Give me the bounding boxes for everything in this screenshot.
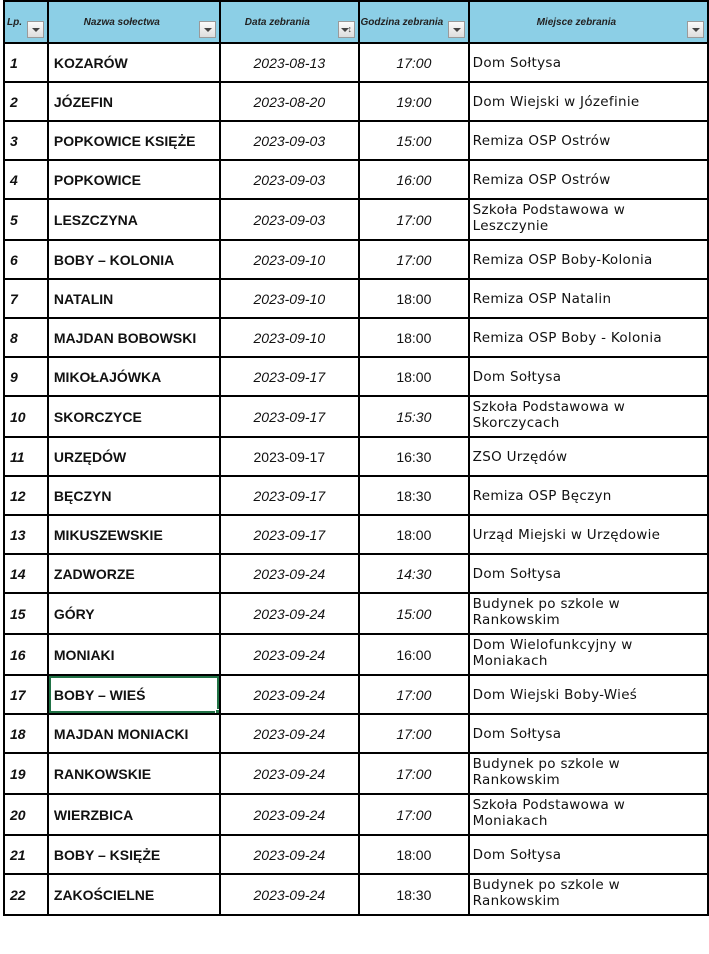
cell-nazwa-solectwa[interactable]: BĘCZYN xyxy=(48,476,220,515)
cell-lp[interactable]: 16 xyxy=(4,634,48,675)
cell-nazwa-solectwa[interactable]: MIKUSZEWSKIE xyxy=(48,515,220,554)
cell-data-zebrania[interactable]: 2023-09-17 xyxy=(220,515,359,554)
table-row xyxy=(4,714,708,753)
cell-lp[interactable]: 9 xyxy=(4,357,48,396)
cell-data-zebrania[interactable]: 2023-09-03 xyxy=(220,121,359,160)
cell-miejsce-zebrania[interactable]: Remiza OSP Boby-Kolonia xyxy=(469,240,708,279)
cell-data-zebrania[interactable]: 2023-09-10 xyxy=(220,318,359,357)
cell-nazwa-solectwa[interactable]: MONIAKI xyxy=(48,634,220,675)
table-row xyxy=(4,794,708,835)
table-row xyxy=(4,160,708,199)
filter-dropdown-icon[interactable] xyxy=(448,21,465,38)
cell-nazwa-solectwa[interactable]: POPKOWICE KSIĘŻE xyxy=(48,121,220,160)
cell-data-zebrania[interactable]: 2023-09-24 xyxy=(220,794,359,835)
cell-godzina-zebrania[interactable]: 17:00 xyxy=(359,753,469,794)
cell-miejsce-zebrania[interactable]: Dom Wiejski w Józefinie xyxy=(469,82,708,121)
cell-lp[interactable]: 3 xyxy=(4,121,48,160)
cell-godzina-zebrania[interactable]: 18:00 xyxy=(359,318,469,357)
cell-godzina-zebrania[interactable]: 17:00 xyxy=(359,714,469,753)
cell-godzina-zebrania[interactable]: 17:00 xyxy=(359,43,469,82)
cell-data-zebrania[interactable]: 2023-09-24 xyxy=(220,675,359,714)
table-row xyxy=(4,753,708,794)
cell-miejsce-zebrania[interactable]: Remiza OSP Boby - Kolonia xyxy=(469,318,708,357)
cell-miejsce-zebrania[interactable]: Remiza OSP Ostrów xyxy=(469,121,708,160)
header-miejsce-zebrania-label: Miejsce zebrania xyxy=(536,17,617,28)
cell-godzina-zebrania[interactable]: 17:00 xyxy=(359,675,469,714)
cell-data-zebrania[interactable]: 2023-09-24 xyxy=(220,835,359,874)
cell-lp[interactable]: 10 xyxy=(4,396,48,437)
cell-godzina-zebrania[interactable]: 19:00 xyxy=(359,82,469,121)
cell-lp[interactable]: 11 xyxy=(4,437,48,476)
cell-nazwa-solectwa[interactable]: GÓRY xyxy=(48,593,220,634)
cell-nazwa-solectwa[interactable]: RANKOWSKIE xyxy=(48,753,220,794)
cell-godzina-zebrania[interactable]: 16:00 xyxy=(359,160,469,199)
cell-data-zebrania[interactable]: 2023-08-20 xyxy=(220,82,359,121)
cell-data-zebrania[interactable]: 2023-09-24 xyxy=(220,554,359,593)
cell-godzina-zebrania[interactable]: 18:30 xyxy=(359,874,469,915)
cell-miejsce-zebrania[interactable]: Szkoła Podstawowa w Leszczynie xyxy=(469,199,708,240)
table-row xyxy=(4,240,708,279)
cell-lp[interactable]: 8 xyxy=(4,318,48,357)
cell-lp[interactable]: 14 xyxy=(4,554,48,593)
table-row xyxy=(4,43,708,82)
cell-lp[interactable]: 12 xyxy=(4,476,48,515)
cell-miejsce-zebrania[interactable]: Budynek po szkole w Rankowskim xyxy=(469,593,708,634)
cell-nazwa-solectwa[interactable]: KOZARÓW xyxy=(48,43,220,82)
cell-lp[interactable]: 1 xyxy=(4,43,48,82)
cell-data-zebrania[interactable]: 2023-08-13 xyxy=(220,43,359,82)
cell-godzina-zebrania[interactable]: 15:30 xyxy=(359,396,469,437)
cell-lp[interactable]: 22 xyxy=(4,874,48,915)
table-header xyxy=(4,1,708,43)
table-row xyxy=(4,874,708,915)
cell-miejsce-zebrania[interactable]: Szkoła Podstawowa w Skorczycach xyxy=(469,396,708,437)
cell-nazwa-solectwa[interactable]: ZAKOŚCIELNE xyxy=(48,874,220,915)
cell-data-zebrania[interactable]: 2023-09-24 xyxy=(220,753,359,794)
header-data-zebrania-label: Data zebrania xyxy=(244,17,310,28)
cell-godzina-zebrania[interactable]: 17:00 xyxy=(359,199,469,240)
cell-miejsce-zebrania[interactable]: Szkoła Podstawowa w Moniakach xyxy=(469,794,708,835)
filter-dropdown-icon[interactable] xyxy=(199,21,216,38)
cell-nazwa-solectwa[interactable]: MAJDAN BOBOWSKI xyxy=(48,318,220,357)
cell-nazwa-solectwa[interactable]: JÓZEFIN xyxy=(48,82,220,121)
cell-data-zebrania[interactable]: 2023-09-10 xyxy=(220,279,359,318)
cell-nazwa-solectwa[interactable]: MIKOŁAJÓWKA xyxy=(48,357,220,396)
header-godzina-zebrania-label: Godzina zebrania xyxy=(360,17,444,28)
cell-miejsce-zebrania[interactable]: Dom Sołtysa xyxy=(469,357,708,396)
sort-ascending-icon[interactable]: ↕ xyxy=(338,21,355,38)
cell-miejsce-zebrania[interactable]: Dom Sołtysa xyxy=(469,835,708,874)
header-lp-label: Lp. xyxy=(7,17,22,28)
table-row xyxy=(4,675,708,714)
table-row xyxy=(4,279,708,318)
cell-godzina-zebrania[interactable]: 18:00 xyxy=(359,835,469,874)
cell-godzina-zebrania[interactable]: 16:00 xyxy=(359,634,469,675)
table-body xyxy=(4,43,708,915)
cell-nazwa-solectwa[interactable]: LESZCZYNA xyxy=(48,199,220,240)
cell-data-zebrania[interactable]: 2023-09-24 xyxy=(220,874,359,915)
cell-miejsce-zebrania[interactable]: Dom Wiejski Boby-Wieś xyxy=(469,675,708,714)
cell-data-zebrania[interactable]: 2023-09-24 xyxy=(220,714,359,753)
cell-godzina-zebrania[interactable]: 17:00 xyxy=(359,240,469,279)
cell-godzina-zebrania[interactable]: 16:30 xyxy=(359,437,469,476)
cell-godzina-zebrania[interactable]: 18:00 xyxy=(359,279,469,318)
cell-data-zebrania[interactable]: 2023-09-17 xyxy=(220,476,359,515)
header-miejsce-zebrania xyxy=(469,1,708,43)
table-row xyxy=(4,82,708,121)
header-godzina-zebrania xyxy=(359,1,469,43)
table-row xyxy=(4,357,708,396)
filter-dropdown-icon[interactable] xyxy=(687,21,704,38)
cell-godzina-zebrania[interactable]: 15:00 xyxy=(359,121,469,160)
cell-lp[interactable]: 15 xyxy=(4,593,48,634)
table-row xyxy=(4,515,708,554)
fill-handle[interactable] xyxy=(215,709,220,714)
cell-godzina-zebrania[interactable]: 18:30 xyxy=(359,476,469,515)
cell-miejsce-zebrania[interactable]: Dom Sołtysa xyxy=(469,714,708,753)
cell-godzina-zebrania[interactable]: 15:00 xyxy=(359,593,469,634)
header-nazwa-solectwa xyxy=(48,1,220,43)
cell-godzina-zebrania[interactable]: 18:00 xyxy=(359,515,469,554)
cell-lp[interactable]: 7 xyxy=(4,279,48,318)
cell-nazwa-solectwa[interactable]: NATALIN xyxy=(48,279,220,318)
table-row xyxy=(4,396,708,437)
cell-nazwa-solectwa[interactable]: SKORCZYCE xyxy=(48,396,220,437)
cell-lp[interactable]: 17 xyxy=(4,675,48,714)
cell-nazwa-solectwa[interactable]: WIERZBICA xyxy=(48,794,220,835)
header-row xyxy=(4,1,708,43)
cell-data-zebrania[interactable]: 2023-09-17 xyxy=(220,437,359,476)
cell-data-zebrania[interactable]: 2023-09-03 xyxy=(220,160,359,199)
header-nazwa-solectwa-label: Nazwa sołectwa xyxy=(83,17,160,28)
cell-miejsce-zebrania[interactable]: Dom Sołtysa xyxy=(469,43,708,82)
cell-lp[interactable]: 5 xyxy=(4,199,48,240)
cell-data-zebrania[interactable]: 2023-09-17 xyxy=(220,396,359,437)
cell-lp[interactable]: 6 xyxy=(4,240,48,279)
cell-miejsce-zebrania[interactable]: Urząd Miejski w Urzędowie xyxy=(469,515,708,554)
table-row xyxy=(4,318,708,357)
meetings-table xyxy=(3,0,709,916)
cell-godzina-zebrania[interactable]: 14:30 xyxy=(359,554,469,593)
cell-lp[interactable]: 18 xyxy=(4,714,48,753)
table-row xyxy=(4,199,708,240)
cell-nazwa-solectwa[interactable]: BOBY – WIEŚ xyxy=(48,675,220,714)
table-row xyxy=(4,835,708,874)
cell-miejsce-zebrania[interactable]: Remiza OSP Natalin xyxy=(469,279,708,318)
cell-data-zebrania[interactable]: 2023-09-17 xyxy=(220,357,359,396)
cell-miejsce-zebrania[interactable]: Remiza OSP Bęczyn xyxy=(469,476,708,515)
cell-miejsce-zebrania[interactable]: Remiza OSP Ostrów xyxy=(469,160,708,199)
table-row xyxy=(4,554,708,593)
table-row xyxy=(4,634,708,675)
cell-data-zebrania[interactable]: 2023-09-03 xyxy=(220,199,359,240)
cell-miejsce-zebrania[interactable]: Budynek po szkole w Rankowskim xyxy=(469,874,708,915)
cell-godzina-zebrania[interactable]: 17:00 xyxy=(359,794,469,835)
cell-lp[interactable]: 20 xyxy=(4,794,48,835)
header-lp xyxy=(4,1,48,43)
filter-dropdown-icon[interactable] xyxy=(27,21,44,38)
cell-lp[interactable]: 4 xyxy=(4,160,48,199)
cell-nazwa-solectwa[interactable]: POPKOWICE xyxy=(48,160,220,199)
cell-data-zebrania[interactable]: 2023-09-24 xyxy=(220,634,359,675)
table-row xyxy=(4,476,708,515)
cell-miejsce-zebrania[interactable]: Budynek po szkole w Rankowskim xyxy=(469,753,708,794)
cell-godzina-zebrania[interactable]: 18:00 xyxy=(359,357,469,396)
cell-lp[interactable]: 13 xyxy=(4,515,48,554)
cell-data-zebrania[interactable]: 2023-09-10 xyxy=(220,240,359,279)
cell-lp[interactable]: 21 xyxy=(4,835,48,874)
cell-miejsce-zebrania[interactable]: Dom Wielofunkcyjny w Moniakach xyxy=(469,634,708,675)
cell-lp[interactable]: 2 xyxy=(4,82,48,121)
cell-nazwa-solectwa[interactable]: ZADWORZE xyxy=(48,554,220,593)
cell-miejsce-zebrania[interactable]: Dom Sołtysa xyxy=(469,554,708,593)
table-row xyxy=(4,593,708,634)
cell-data-zebrania[interactable]: 2023-09-24 xyxy=(220,593,359,634)
cell-nazwa-solectwa[interactable]: MAJDAN MONIACKI xyxy=(48,714,220,753)
cell-nazwa-solectwa[interactable]: BOBY – KOLONIA xyxy=(48,240,220,279)
cell-lp[interactable]: 19 xyxy=(4,753,48,794)
table-row xyxy=(4,121,708,160)
header-data-zebrania xyxy=(220,1,359,43)
cell-nazwa-solectwa[interactable]: URZĘDÓW xyxy=(48,437,220,476)
cell-miejsce-zebrania[interactable]: ZSO Urzędów xyxy=(469,437,708,476)
cell-nazwa-solectwa[interactable]: BOBY – KSIĘŻE xyxy=(48,835,220,874)
table-row xyxy=(4,437,708,476)
